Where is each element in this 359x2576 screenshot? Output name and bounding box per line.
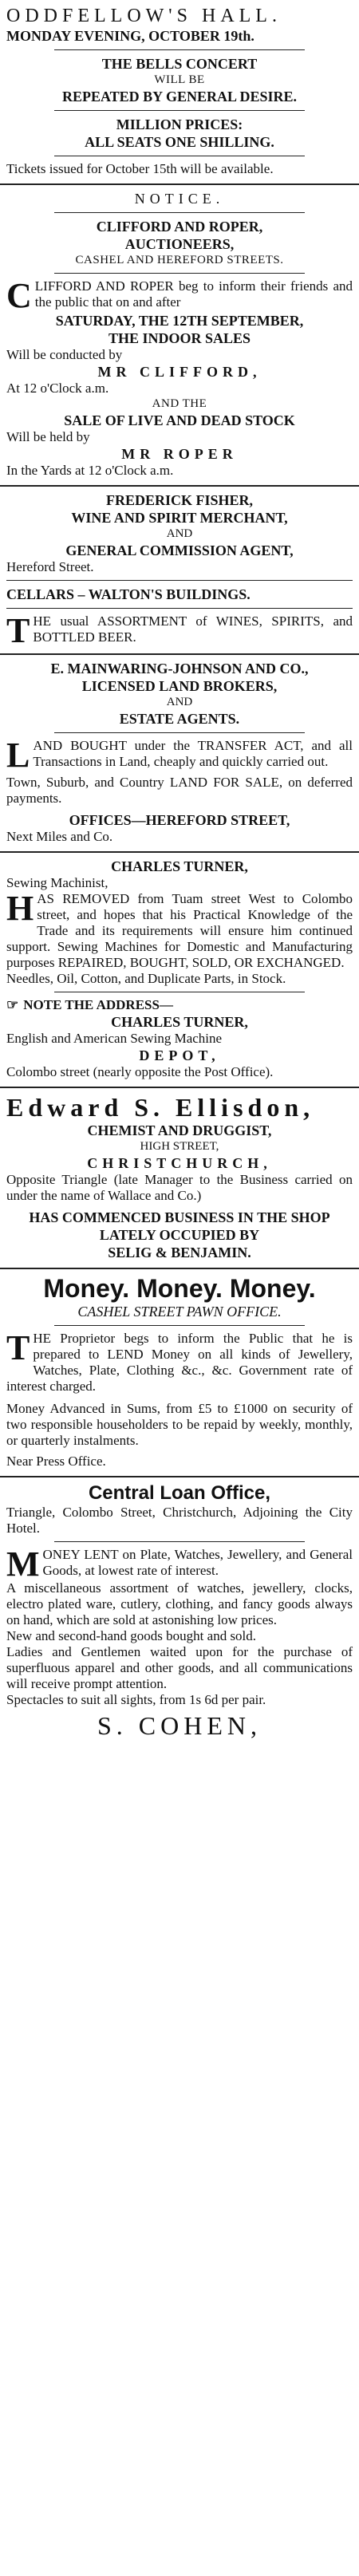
turner-name: CHARLES TURNER, (111, 858, 248, 874)
fisher-trade: WINE AND SPIRIT MERCHANT, (71, 510, 288, 526)
prices-text: MILLION PRICES: (116, 116, 243, 132)
drop-cap: L (6, 736, 30, 775)
divider (54, 273, 305, 274)
divider (54, 49, 305, 50)
conducted-text: Will be conducted by (6, 347, 123, 362)
pawn-office-ad (0, 1269, 359, 1477)
divider (6, 608, 353, 609)
proprietor-text: HE Proprietor begs to inform the Public that he is prepared to LEND Money on all kinds of Jewellery, Watches, Plate, Clothing &c., &c. Government rate of interest charged. (6, 1331, 353, 1394)
estate-agents-text: ESTATE AGENTS. (119, 711, 240, 727)
spectacles-text: Spectacles to suit all sights, from 1s 6d per pair. (6, 1692, 266, 1707)
repeated-text: REPEATED BY GENERAL DESIRE. (61, 89, 298, 105)
oddfellows-ad (0, 0, 359, 185)
held-text: Will be held by (6, 429, 90, 444)
fisher-ad (0, 487, 359, 655)
divider (6, 580, 353, 581)
divider (54, 212, 305, 213)
time-text: At 12 o'Clock a.m. (6, 381, 109, 396)
concert-title: THE BELLS CONCERT (101, 56, 258, 72)
land-paragraph (6, 736, 353, 775)
near-text: Near Press Office. (6, 1454, 106, 1469)
auctioneers-text: AUCTIONEERS, (124, 236, 235, 252)
needles-text: Needles, Oil, Cotton, and Duplicate Parts, in Stock. (6, 971, 286, 986)
selig-text: SELIG & BENJAMIN. (108, 1245, 251, 1260)
hall-title: ODDFELLOW'S HALL. (6, 6, 282, 26)
firm-name: CLIFFORD AND ROPER, (96, 219, 263, 235)
fisher-street: Hereford Street. (6, 559, 94, 574)
assortment-paragraph (6, 611, 353, 650)
and-text: AND (166, 696, 193, 708)
ellisdon-name: Edward S. Ellisdon, (6, 1093, 315, 1122)
notice-title: NOTICE. (134, 191, 225, 207)
turner-paragraph (6, 891, 353, 971)
central-loan-title: Central Loan Office, (88, 1482, 271, 1504)
drop-cap: M (6, 1544, 40, 1584)
intro-paragraph (6, 276, 353, 315)
turner-trade: Sewing Machinist, (6, 875, 108, 890)
intro-text: LIFFORD AND ROPER beg to inform their friends and the public that on and after (34, 278, 353, 310)
next-text: Next Miles and Co. (6, 829, 113, 844)
and-the-text: AND THE (152, 397, 207, 410)
fisher-name: FREDERICK FISHER, (105, 492, 254, 508)
tickets-text: Tickets issued for October 15th will be available. (6, 161, 274, 176)
central-address: Triangle, Colombo Street, Christchurch, Adjoining the City Hotel. (6, 1505, 353, 1536)
yards-text: In the Yards at 12 o'Clock a.m. (6, 463, 174, 478)
will-be-text: WILL BE (154, 73, 205, 86)
divider (54, 732, 305, 733)
mr-roper-text: MR ROPER (121, 446, 238, 462)
money-lent-text: ONEY LENT on Plate, Watches, Jewellery, and General Goods, at lowest rate of interest. (42, 1547, 353, 1578)
turner-text: AS REMOVED from Tuam street West to Colombo street, and hopes that his Practical Knowledge of the Trade and its requirements will ensure him continued support. Sewing Machines for Domestic and Manufacturing purposes REPAIRED, BOUGHT, SOLD, OR EXCHANGED. (6, 891, 353, 970)
depot-text: DEPOT, (139, 1047, 220, 1063)
drop-cap: T (6, 611, 30, 650)
opposite-text: Opposite Triangle (late Manager to the Business carried on under the name of Wallace and Co.) (6, 1172, 353, 1203)
advanced-text: Money Advanced in Sums, from £5 to £1000 on security of two responsible householders to be repaid by weekly, monthly, or quarterly instalments. (6, 1401, 353, 1448)
ellisdon-trade: CHEMIST AND DRUGGIST, (87, 1122, 272, 1138)
indoor-sales-text: THE INDOOR SALES (108, 330, 251, 346)
turner-name-2: CHARLES TURNER, (111, 1014, 248, 1030)
ladies-text: Ladies and Gentlemen waited upon for the purchase of superfluous apparel and other goods, and all communications will receive prompt attention. (6, 1644, 353, 1691)
land-brokers-text: LICENSED LAND BROKERS, (81, 678, 278, 694)
new-goods-text: New and second-hand goods bought and sold. (6, 1628, 257, 1643)
note-text: NOTE THE ADDRESS— (23, 997, 173, 1012)
clifford-ad (0, 185, 359, 487)
note-line (6, 997, 353, 1013)
sale-text: SALE OF LIVE AND DEAD STOCK (64, 412, 295, 428)
money-headline: Money. Money. Money. (43, 1274, 316, 1303)
mainwaring-firm: E. MAINWARING-JOHNSON AND CO., (50, 661, 309, 677)
commenced-text: HAS COMMENCED BUSINESS IN THE SHOP LATELY OCCUPIED BY (29, 1209, 330, 1243)
ellisdon-street: HIGH STREET, (140, 1140, 219, 1153)
drop-cap: H (6, 889, 34, 928)
assortment-text: HE usual ASSORTMENT of WINES, SPIRITS, and BOTTLED BEER. (33, 613, 353, 645)
turner-ad (0, 853, 359, 1088)
proprietor-paragraph (6, 1328, 353, 1395)
mainwaring-ad (0, 655, 359, 853)
depot-line: English and American Sewing Machine (6, 1031, 223, 1046)
pointing-hand-icon: ☞ (6, 997, 19, 1012)
saturday-text: SATURDAY, THE 12TH SEPTEMBER, (55, 313, 304, 329)
pawn-office-title: CASHEL STREET PAWN OFFICE. (77, 1304, 282, 1320)
proprietor-name: S. COHEN, (97, 1711, 262, 1740)
land-text: AND BOUGHT under the TRANSFER ACT, and all Transactions in Land, cheaply and quickly carried out. (33, 738, 353, 769)
seats-text: ALL SEATS ONE SHILLING. (85, 134, 274, 150)
drop-cap: C (6, 276, 32, 315)
and-text: AND (166, 527, 193, 540)
event-date: MONDAY EVENING, OCTOBER 19th. (6, 28, 254, 44)
assortment-text: A miscellaneous assortment of watches, jewellery, clocks, electro plated ware, cutlery, clothing, and fancy goods always on hand, which are sold at astonishing low prices. (6, 1580, 353, 1627)
divider (54, 1325, 305, 1326)
central-loan-ad (0, 1477, 359, 1746)
town-text: Town, Suburb, and Country LAND FOR SALE, on deferred payments. (6, 775, 353, 806)
cellars-text: CELLARS – WALTON'S BUILDINGS. (6, 586, 251, 602)
ellisdon-city: CHRISTCHURCH, (87, 1155, 272, 1171)
divider (54, 110, 305, 111)
fisher-agent: GENERAL COMMISSION AGENT, (65, 542, 294, 558)
drop-cap: T (6, 1328, 30, 1367)
divider (54, 1541, 305, 1542)
mr-clifford-text: MR CLIFFORD, (97, 364, 262, 380)
offices-text: OFFICES—HEREFORD STREET, (69, 812, 290, 828)
turner-address: Colombo street (nearly opposite the Post Office). (6, 1064, 274, 1079)
streets-text: CASHEL AND HEREFORD STREETS. (75, 254, 284, 266)
ellisdon-ad (0, 1088, 359, 1269)
money-lent-paragraph (6, 1544, 353, 1584)
